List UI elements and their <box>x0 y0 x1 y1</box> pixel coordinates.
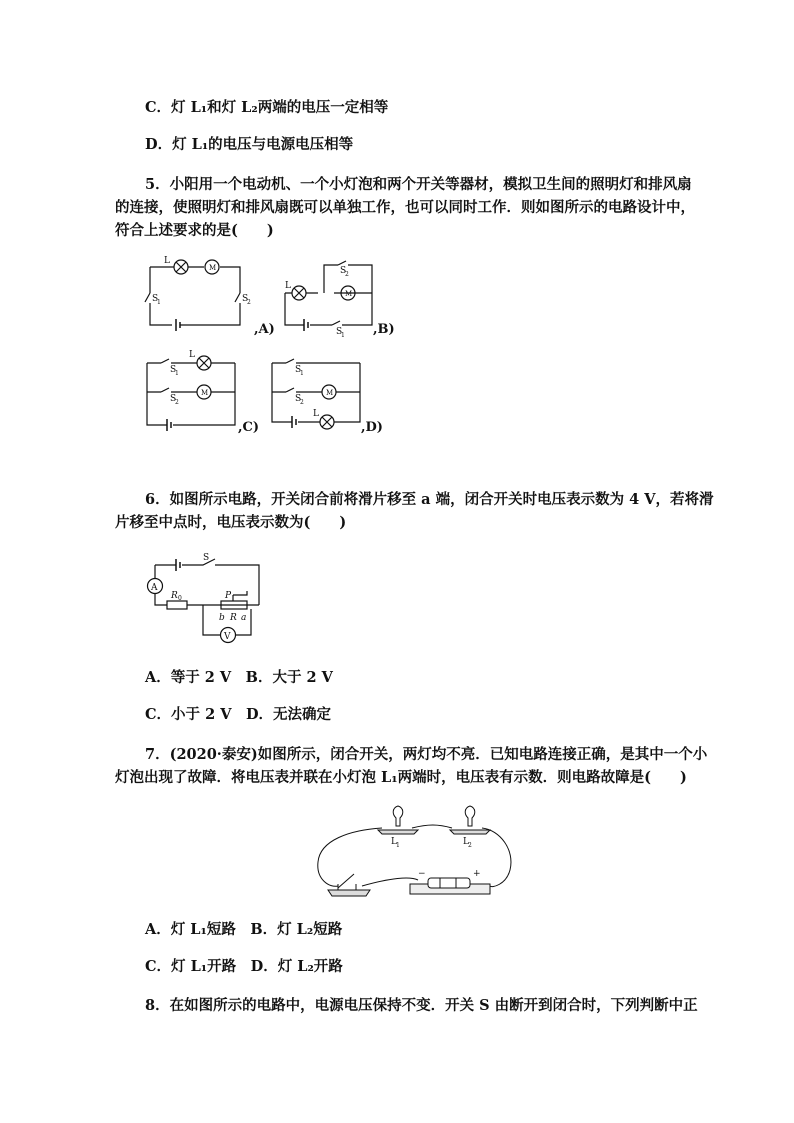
svg-text:a: a <box>241 613 247 623</box>
svg-text:S: S <box>170 394 177 404</box>
q5-tag-b: ,B) <box>373 322 395 337</box>
svg-text:R: R <box>230 613 237 623</box>
svg-text:P: P <box>225 591 232 601</box>
q5-stem-line2: 的连接，使照明灯和排风扇既可以单独工作，也可以同时工作．则如图所示的电路设计中， <box>115 199 695 216</box>
q5-tag-d: ,D) <box>361 420 383 435</box>
q5-tag-a: ,A) <box>254 322 275 337</box>
svg-text:2: 2 <box>175 399 179 406</box>
svg-text:S: S <box>152 294 159 304</box>
svg-text:S: S <box>295 365 302 375</box>
q7-stem-line1: 7．(2020·泰安)如图所示，闭合开关，两灯均不亮．已知电路连接正确，是其中一个小 <box>145 746 708 763</box>
svg-text:M: M <box>201 389 209 397</box>
svg-text:1: 1 <box>300 370 304 377</box>
svg-text:V: V <box>224 632 231 642</box>
svg-text:S: S <box>340 266 347 276</box>
q6-stem-line2: 片移至中点时，电压表示数为( ) <box>115 514 347 531</box>
q6-options-ab: A．等于 2 V B．大于 2 V <box>145 669 333 686</box>
svg-text:2: 2 <box>247 299 251 306</box>
svg-text:1: 1 <box>175 370 179 377</box>
q4-option-c: C．灯 L₁和灯 L₂两端的电压一定相等 <box>145 99 389 116</box>
q7-physical-circuit <box>310 800 520 910</box>
svg-text:M: M <box>345 290 353 298</box>
svg-text:2: 2 <box>468 842 472 849</box>
q6-stem-line1: 6．如图所示电路，开关闭合前将滑片移至 a 端，闭合开关时电压表示数为 4 V，若将滑 <box>145 491 714 508</box>
svg-text:L: L <box>189 350 195 360</box>
svg-text:+: + <box>473 869 481 879</box>
svg-text:S: S <box>336 327 343 337</box>
svg-text:2: 2 <box>300 399 304 406</box>
svg-text:2: 2 <box>345 271 349 278</box>
svg-text:S: S <box>242 294 249 304</box>
svg-text:S: S <box>295 394 302 404</box>
svg-text:L: L <box>313 409 319 419</box>
svg-text:M: M <box>209 264 217 272</box>
svg-text:L: L <box>391 837 397 847</box>
svg-text:L: L <box>463 837 469 847</box>
q6-options-cd: C．小于 2 V D．无法确定 <box>145 706 332 723</box>
svg-text:L: L <box>164 256 170 266</box>
q5-circuit-d <box>268 350 368 435</box>
q7-options-ab: A．灯 L₁短路 B．灯 L₂短路 <box>145 921 343 938</box>
svg-text:b: b <box>219 613 225 623</box>
q5-circuit-c <box>143 350 243 435</box>
q4-option-d: D．灯 L₁的电压与电源电压相等 <box>145 136 354 153</box>
q5-stem-line1: 5．小阳用一个电动机、一个小灯泡和两个开关等器材，模拟卫生间的照明灯和排风扇 <box>145 176 692 193</box>
q5-circuit-b <box>280 258 380 338</box>
svg-text:R: R <box>171 591 178 601</box>
svg-text:0: 0 <box>178 595 182 602</box>
q5-stem-line3: 符合上述要求的是( ) <box>115 222 274 239</box>
svg-text:L: L <box>285 281 291 291</box>
q7-options-cd: C．灯 L₁开路 D．灯 L₂开路 <box>145 958 343 975</box>
q5-tag-c: ,C) <box>238 420 260 435</box>
svg-text:1: 1 <box>396 842 400 849</box>
q6-circuit <box>143 550 268 650</box>
svg-text:1: 1 <box>341 332 345 339</box>
svg-text:M: M <box>326 389 334 397</box>
q5-circuit-a <box>140 253 260 343</box>
svg-text:S: S <box>170 365 177 375</box>
svg-text:A: A <box>151 583 158 593</box>
q7-stem-line2: 灯泡出现了故障．将电压表并联在小灯泡 L₁两端时，电压表有示数．则电路故障是( ) <box>115 769 687 786</box>
svg-text:1: 1 <box>157 299 161 306</box>
svg-text:−: − <box>418 869 426 879</box>
q8-stem-line1: 8．在如图所示的电路中，电源电压保持不变．开关 S 由断开到闭合时，下列判断中正 <box>145 997 698 1014</box>
svg-text:S: S <box>203 553 210 563</box>
